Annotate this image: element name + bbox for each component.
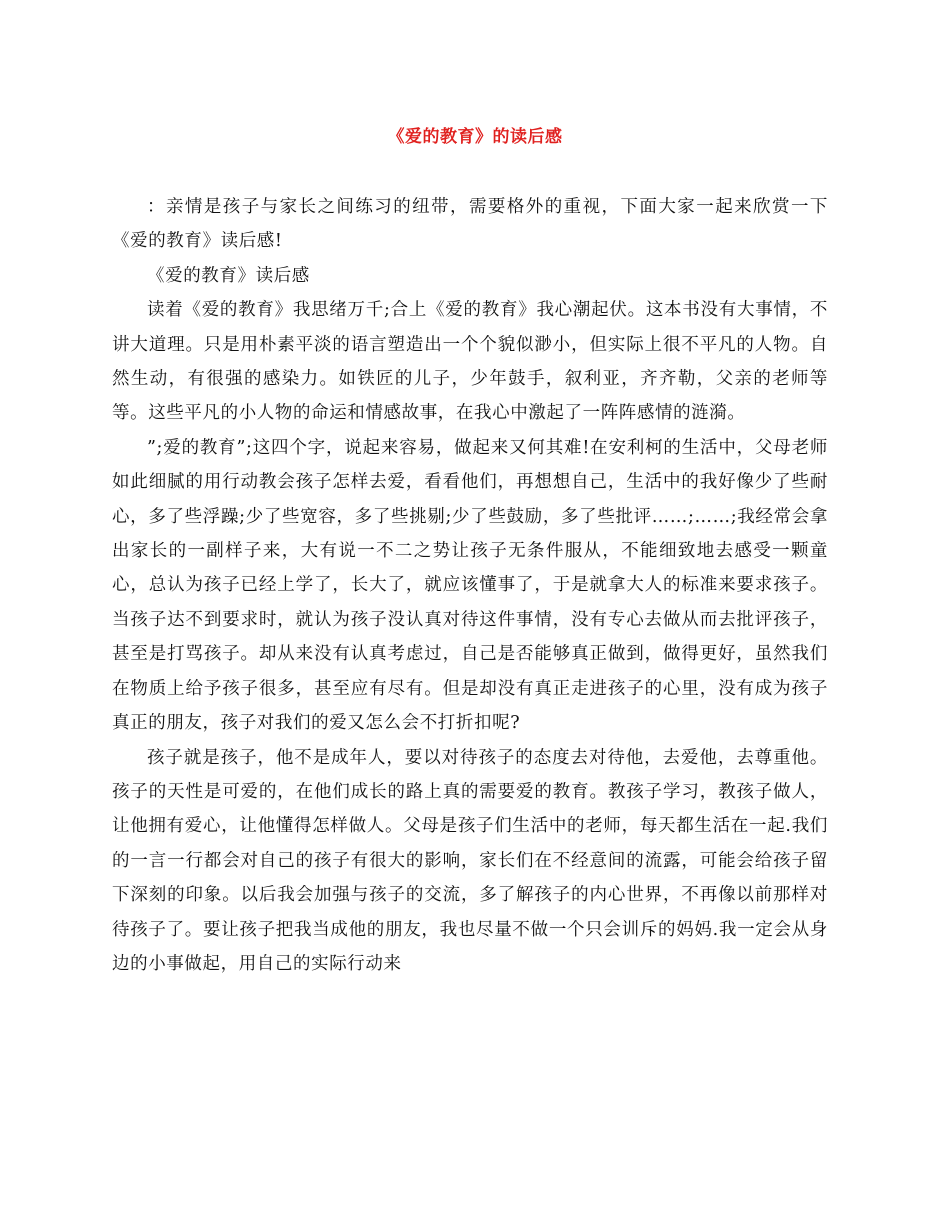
document-body xyxy=(112,190,828,981)
document-title: 《爱的教育》的读后感 xyxy=(387,127,563,147)
body-paragraph-3: 孩子就是孩子，他不是成年人，要以对待孩子的态度去对待他，去爱他，去尊重他。孩子的天性是可爱的，在他们成长的路上真的需要爱的教育。教孩子学习，教孩子做人，让他拥有爱心，让他懂得怎样做人。父母是孩子们生活中的老师，每天都生活在一起.我们的一言一行都会对自己的孩子有很大的影响，家长们在不经意间的流露，可能会给孩子留下深刻的印象。以后我会加强与孩子的交流，多了解孩子的内心世界，不再像以前那样对待孩子了。要让孩子把我当成他的朋友，我也尽量不做一个只会训斥的妈妈.我一定会从身边的小事做起，用自己的实际行动来 xyxy=(112,747,828,974)
subtitle-paragraph: 《爱的教育》读后感 xyxy=(147,265,310,286)
body-paragraph-1: 读着《爱的教育》我思绪万千;合上《爱的教育》我心潮起伏。这本书没有大事情，不讲大道理。只是用朴素平淡的语言塑造出一个个貌似渺小，但实际上很不平凡的人物。自然生动，有很强的感染力。如铁匠的儿子，少年鼓手，叙利亚，齐齐勒，父亲的老师等等。这些平凡的小人物的命运和情感故事，在我心中激起了一阵阵感情的涟漪。 xyxy=(112,300,828,424)
intro-paragraph: ：亲情是孩子与家长之间练习的纽带，需要格外的重视，下面大家一起来欣赏一下《爱的教育》读后感! xyxy=(112,197,828,252)
body-paragraph-2: ”;爱的教育”;这四个字，说起来容易，做起来又何其难!在安利柯的生活中，父母老师如此细腻的用行动教会孩子怎样去爱，看看他们，再想想自己，生活中的我好像少了些耐心，多了些浮躁;少了些宽容，多了些挑剔;少了些鼓励，多了些批评……;……;我经常会拿出家长的一副样子来，大有说一不二之势让孩子无条件服从，不能细致地去感受一颗童心，总认为孩子已经上学了，长大了，就应该懂事了，于是就拿大人的标准来要求孩子。当孩子达不到要求时，就认为孩子没认真对待这件事情，没有专心去做从而去批评孩子，甚至是打骂孩子。却从来没有认真考虑过，自己是否能够真正做到，做得更好，虽然我们在物质上给予孩子很多，甚至应有尽有。但是却没有真正走进孩子的心里，没有成为孩子真正的朋友，孩子对我们的爱又怎么会不打折扣呢? xyxy=(112,437,828,734)
